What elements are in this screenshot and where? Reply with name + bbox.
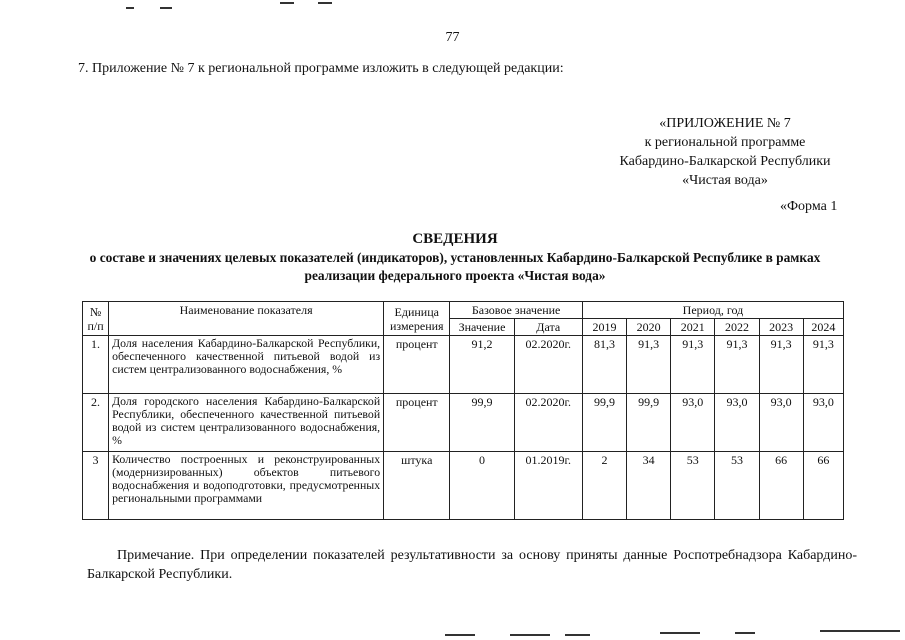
row-year-value: 93,0 bbox=[715, 394, 759, 452]
row-num: 2. bbox=[83, 394, 109, 452]
row-unit: штука bbox=[384, 452, 450, 520]
header-date: Дата bbox=[514, 319, 582, 336]
row-unit: процент bbox=[384, 394, 450, 452]
row-name: Количество построенных и реконструированных (модернизированных) объектов питьевого водоснабжения и водоподготовки, предусмотренных региональными программами bbox=[109, 452, 384, 520]
scan-artifact bbox=[565, 634, 590, 636]
row-year-value: 91,3 bbox=[627, 336, 671, 394]
indicators-table bbox=[82, 301, 844, 520]
row-value: 0 bbox=[450, 452, 514, 520]
scan-artifact bbox=[735, 632, 755, 634]
row-year-value: 99,9 bbox=[627, 394, 671, 452]
header-base: Базовое значение bbox=[450, 302, 583, 319]
page-number: 77 bbox=[445, 30, 460, 45]
row-date: 01.2019г. bbox=[514, 452, 582, 520]
scan-artifact bbox=[280, 2, 294, 4]
appendix-line: к региональной программе bbox=[644, 135, 806, 150]
header-year: 2020 bbox=[627, 319, 671, 336]
header-name: Наименование показателя bbox=[109, 302, 384, 336]
header-value: Значение bbox=[450, 319, 514, 336]
row-year-value: 99,9 bbox=[582, 394, 626, 452]
row-unit: процент bbox=[384, 336, 450, 394]
scan-artifact bbox=[318, 2, 332, 4]
header-period: Период, год bbox=[582, 302, 843, 319]
table-row bbox=[83, 452, 844, 520]
row-year-value: 93,0 bbox=[803, 394, 843, 452]
header-year: 2019 bbox=[582, 319, 626, 336]
header-year: 2021 bbox=[671, 319, 715, 336]
document-subtitle: о составе и значениях целевых показателей (индикаторов), установленных Кабардино-Балкарской Республике в рамках реализации федерального проекта «Чистая вода» bbox=[89, 250, 821, 283]
row-name: Доля населения Кабардино-Балкарской Республики, обеспеченного качественной питьевой водой из систем централизованного водоснабжения, % bbox=[109, 336, 384, 394]
row-year-value: 93,0 bbox=[759, 394, 803, 452]
row-year-value: 81,3 bbox=[582, 336, 626, 394]
header-year: 2023 bbox=[759, 319, 803, 336]
table-row bbox=[83, 394, 844, 452]
row-name: Доля городского населения Кабардино-Балкарской Республики, обеспеченного качественной питьевой водой из систем централизованного водоснабжения, % bbox=[109, 394, 384, 452]
form-label: «Форма 1 bbox=[780, 199, 838, 214]
row-year-value: 53 bbox=[671, 452, 715, 520]
row-year-value: 66 bbox=[759, 452, 803, 520]
appendix-line: «ПРИЛОЖЕНИЕ № 7 bbox=[659, 116, 791, 131]
appendix-line: «Чистая вода» bbox=[682, 173, 768, 188]
scan-artifact bbox=[126, 7, 134, 9]
scan-artifact bbox=[660, 632, 700, 634]
header-year: 2024 bbox=[803, 319, 843, 336]
note-text: Примечание. При определении показателей результативности за основу приняты данные Роспотребнадзора Кабардино-Балкарской Республики. bbox=[87, 548, 857, 582]
row-year-value: 53 bbox=[715, 452, 759, 520]
header-num: № п/п bbox=[83, 302, 109, 336]
header-year: 2022 bbox=[715, 319, 759, 336]
intro-text: 7. Приложение № 7 к региональной программе изложить в следующей редакции: bbox=[78, 61, 564, 76]
row-date: 02.2020г. bbox=[514, 394, 582, 452]
row-year-value: 91,3 bbox=[759, 336, 803, 394]
scan-artifact bbox=[820, 630, 900, 632]
row-year-value: 93,0 bbox=[671, 394, 715, 452]
row-value: 99,9 bbox=[450, 394, 514, 452]
header-unit: Единица измерения bbox=[384, 302, 450, 336]
table-row bbox=[83, 336, 844, 394]
row-value: 91,2 bbox=[450, 336, 514, 394]
appendix-line: Кабардино-Балкарской Республики bbox=[619, 154, 831, 169]
row-num: 3 bbox=[83, 452, 109, 520]
row-year-value: 34 bbox=[627, 452, 671, 520]
row-year-value: 2 bbox=[582, 452, 626, 520]
row-year-value: 91,3 bbox=[671, 336, 715, 394]
scan-artifact bbox=[160, 7, 172, 9]
row-num: 1. bbox=[83, 336, 109, 394]
document-title: СВЕДЕНИЯ bbox=[412, 231, 498, 247]
scan-artifact bbox=[510, 634, 550, 636]
row-date: 02.2020г. bbox=[514, 336, 582, 394]
row-year-value: 91,3 bbox=[715, 336, 759, 394]
row-year-value: 66 bbox=[803, 452, 843, 520]
scan-artifact bbox=[445, 634, 475, 636]
row-year-value: 91,3 bbox=[803, 336, 843, 394]
appendix-header bbox=[560, 114, 890, 190]
